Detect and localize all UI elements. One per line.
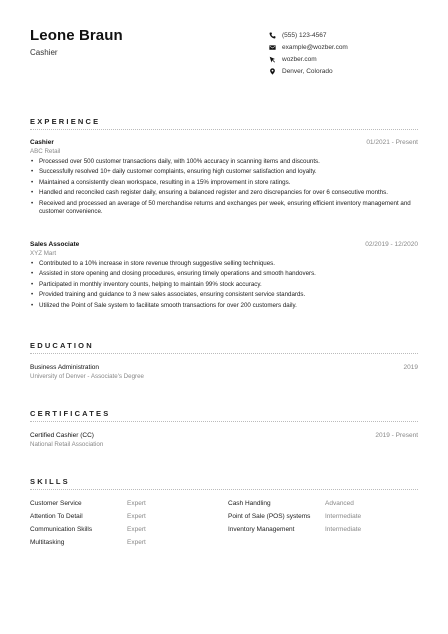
location-pin-icon <box>268 67 276 75</box>
list-item: • Utilized the Point of Sale system to facilitate smooth transactions for over 200 customers daily. <box>30 302 418 310</box>
skills-divider <box>30 489 418 490</box>
skill-row <box>30 513 146 526</box>
list-item: • Successfully resolved 10+ daily customer complaints, ensuring high customer satisfaction and loyalty. <box>30 168 418 176</box>
certificates-divider <box>30 421 418 422</box>
skill-level: Expert <box>127 539 146 546</box>
website-text[interactable]: wozber.com <box>282 55 317 63</box>
list-item: • Received and processed an average of 50 merchandise returns and exchanges per week, ensuring efficient inventory management and customer convenience. <box>30 200 418 216</box>
education-year: 2019 <box>403 364 418 371</box>
experience-heading: EXPERIENCE <box>30 117 101 126</box>
skill-name: Cash Handling <box>228 500 271 507</box>
contact-phone <box>268 29 348 41</box>
skill-level: Intermediate <box>325 513 362 520</box>
list-item: • Processed over 500 customer transactions daily, with 100% accuracy in scanning items and discounts. <box>30 158 418 166</box>
skill-name: Attention To Detail <box>30 513 83 520</box>
certificate-entry <box>30 432 418 448</box>
contact-location <box>268 65 348 77</box>
phone-text: (555) 123-4567 <box>282 31 327 39</box>
certificate-dates: 2019 - Present <box>375 432 418 439</box>
list-item: • Assisted in store opening and closing procedures, ensuring timely operations and smooth handovers. <box>30 270 418 278</box>
candidate-name: Leone Braun <box>30 27 123 44</box>
education-heading: EDUCATION <box>30 341 94 350</box>
skill-row <box>228 513 361 526</box>
list-item: • Maintained a consistently clean workspace, resulting in a 15% improvement in store ratings. <box>30 179 418 187</box>
list-item: • Handled and reconciled cash register daily, ensuring a balanced register and zero discrepancies for over 6 consecutive months. <box>30 189 418 197</box>
certificate-issuer: National Retail Association <box>30 440 104 448</box>
skill-row <box>228 500 361 513</box>
skill-level: Expert <box>127 513 146 520</box>
list-item: • Contributed to a 10% increase in store revenue through suggestive selling techniques. <box>30 260 418 268</box>
skill-name: Point of Sale (POS) systems <box>228 513 311 520</box>
education-entry <box>30 364 418 380</box>
experience-divider <box>30 129 418 130</box>
education-details: University of Denver - Associate's Degree <box>30 372 144 380</box>
list-item: • Provided training and guidance to 3 new sales associates, ensuring consistent service standards. <box>30 291 418 299</box>
skills-column-right <box>228 500 361 539</box>
experience-role: Sales Associate <box>30 241 80 248</box>
email-icon <box>268 43 276 51</box>
email-text[interactable]: example@wozber.com <box>282 43 348 51</box>
location-text: Denver, Colorado <box>282 67 333 75</box>
skills-heading: SKILLS <box>30 477 70 486</box>
skill-level: Expert <box>127 500 146 507</box>
skill-row <box>30 500 146 513</box>
education-divider <box>30 353 418 354</box>
skill-name: Customer Service <box>30 500 82 507</box>
candidate-title: Cashier <box>30 48 58 57</box>
experience-entry <box>30 241 418 312</box>
skill-level: Expert <box>127 526 146 533</box>
experience-company: ABC Retail <box>30 147 61 155</box>
experience-role: Cashier <box>30 139 54 146</box>
skill-name: Inventory Management <box>228 526 295 533</box>
skill-level: Advanced <box>325 500 354 507</box>
skill-row <box>30 526 146 539</box>
skill-row <box>30 539 146 552</box>
certificate-name: Certified Cashier (CC) <box>30 432 94 439</box>
skill-level: Intermediate <box>325 526 362 533</box>
education-degree: Business Administration <box>30 364 100 371</box>
skills-column-left <box>30 500 146 552</box>
skill-row <box>228 526 361 539</box>
contact-website <box>268 53 348 65</box>
experience-dates: 01/2021 - Present <box>366 139 418 146</box>
experience-dates: 02/2019 - 12/2020 <box>365 241 418 248</box>
skill-name: Communication Skills <box>30 526 93 533</box>
contact-email <box>268 41 348 53</box>
experience-company: XYZ Mart <box>30 249 57 257</box>
experience-bullets <box>30 158 418 217</box>
experience-entry <box>30 139 418 219</box>
phone-icon <box>268 31 276 39</box>
link-icon <box>268 55 276 63</box>
experience-bullets <box>30 260 418 311</box>
certificates-heading: CERTIFICATES <box>30 409 111 418</box>
list-item: • Participated in monthly inventory counts, helping to maintain 99% stock accuracy. <box>30 281 418 289</box>
skill-name: Multitasking <box>30 539 65 546</box>
contact-block <box>268 29 348 77</box>
